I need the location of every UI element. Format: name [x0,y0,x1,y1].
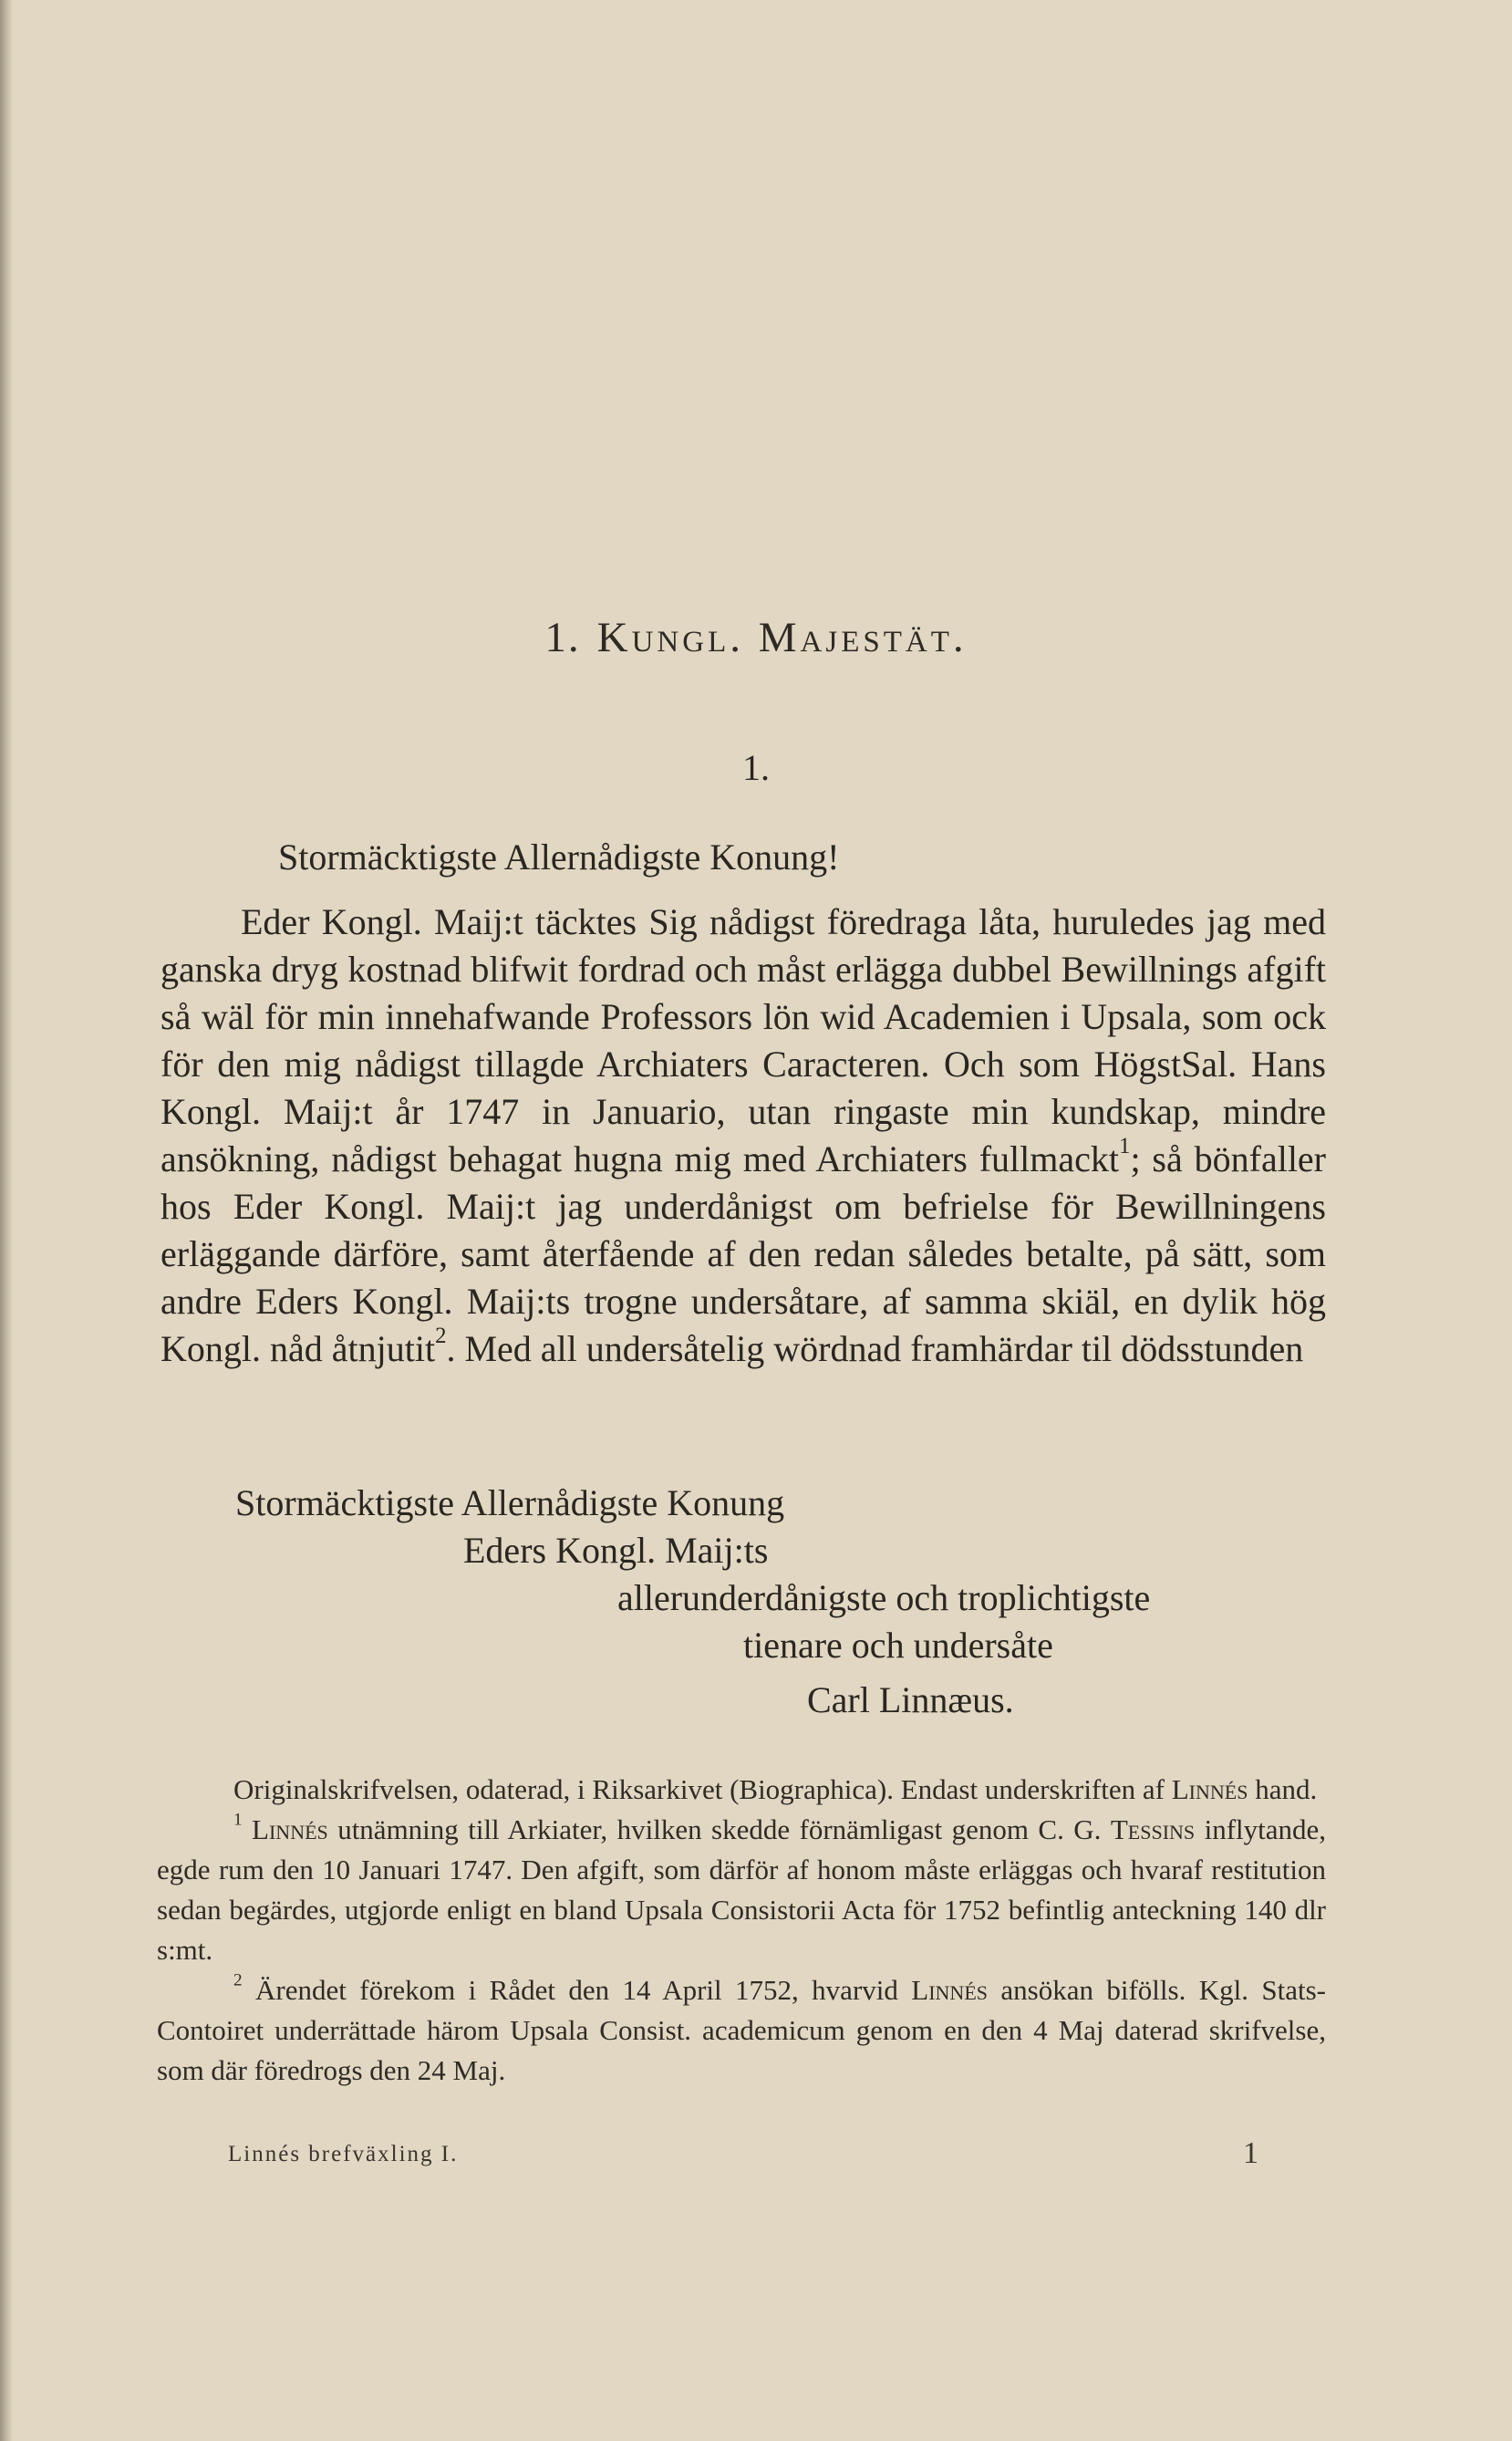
footnote-2-text-a: Ärendet förekom i Rådet den 14 April 1752, hvarvid [242,1974,912,2006]
footnote-2-name: Linnés [911,1974,988,2006]
source-note-name: Linnés [1171,1773,1248,1805]
section-heading [0,613,1512,662]
footnote-2-text-b: ansökan bifölls. Kgl. Stats-Contoiret underrättade härom Upsala Consist. academicum genom en den 4 Maj daterad skrifvelse, som där föredrogs den 24 Maj. [157,1974,1327,2086]
source-note [157,1770,1326,1810]
signature-mark: Linnés brefväxling I. [228,2142,459,2166]
source-note-text: Originalskrifvelsen, odaterad, i Riksarkivet (Biographica). Endast underskriften af [233,1773,1172,1805]
footnotes [157,1770,1326,2091]
letter-paragraph [161,898,1326,1373]
footnote-1-mark: 1 [233,1810,243,1830]
closing-line-1: Stormäcktigste Allernådigste Konung [235,1482,785,1523]
section-number: 1. [544,614,581,661]
footnote-1-name: Linnés [252,1813,328,1845]
source-note-end: hand. [1248,1773,1318,1805]
body-text-3: . Med all undersåtelig wördnad framhärdar til dödsstunden [446,1328,1304,1369]
letter-number: 1. [742,747,770,788]
section-title: Kungl. Majestät. [596,614,968,661]
salutation: Stormäcktigste Allernådigste Konung! [278,836,840,878]
body-text-2: ; så bönfaller hos Eder Kongl. Maij:t jag underdånigst om befrielse för Bewillningens erläggande därföre, samt återfående af den redan således betalte, på sätt, som andre Eders Kongl. Maij:ts trogne undersåtare, af samma skiäl, en dylik hög Kongl. nåd åtnjutit [161,1138,1327,1369]
page-number: 1 [1243,2136,1258,2170]
footnote-2-mark: 2 [233,1970,243,1990]
footnote-2 [157,1970,1326,2091]
body-text-1: Eder Kongl. Maij:t täcktes Sig nådigst föredraga låta, huruledes jag med ganska dryg kostnad blifwit fordrad och måst erlägga dubbel Bewillnings afgift så wäl för min innehafwande Professors lön wid Academien i Upsala, som ock för den mig nådigst tillagde Archiaters Caracteren. Och som HögstSal. Hans Kongl. Maij:t år 1747 in Januario, utan ringaste min kundskap, mindre ansökning, nådigst behagat hugna mig med Archiaters fullmackt [161,901,1326,1179]
closing-line-4: tienare och undersåte [743,1625,1053,1666]
signature-name: Carl Linnæus. [807,1679,1014,1720]
letter-body [161,898,1326,1373]
closing-line-2: Eders Kongl. Maij:ts [463,1530,769,1571]
footnote-1 [157,1810,1326,1970]
footnote-1-text-b: inflytande, egde rum den 10 Januari 1747. Den afgift, som därför af honom måste erläggas och hvaraf restitution sedan begärdes, utgjorde enligt en bland Upsala Consistorii Acta för 1752 befintlig anteckning 140 dlr s:mt. [157,1813,1327,1966]
footnote-ref-1: 1 [1119,1134,1131,1159]
footnote-ref-2: 2 [435,1324,447,1349]
closing-line-3: allerunderdånigste och troplichtigste [617,1577,1151,1618]
footnote-1-text-a: utnämning till Arkiater, hvilken skedde förnämligast genom C. G. [327,1813,1111,1845]
footnote-1-name2: Tessins [1110,1813,1196,1845]
